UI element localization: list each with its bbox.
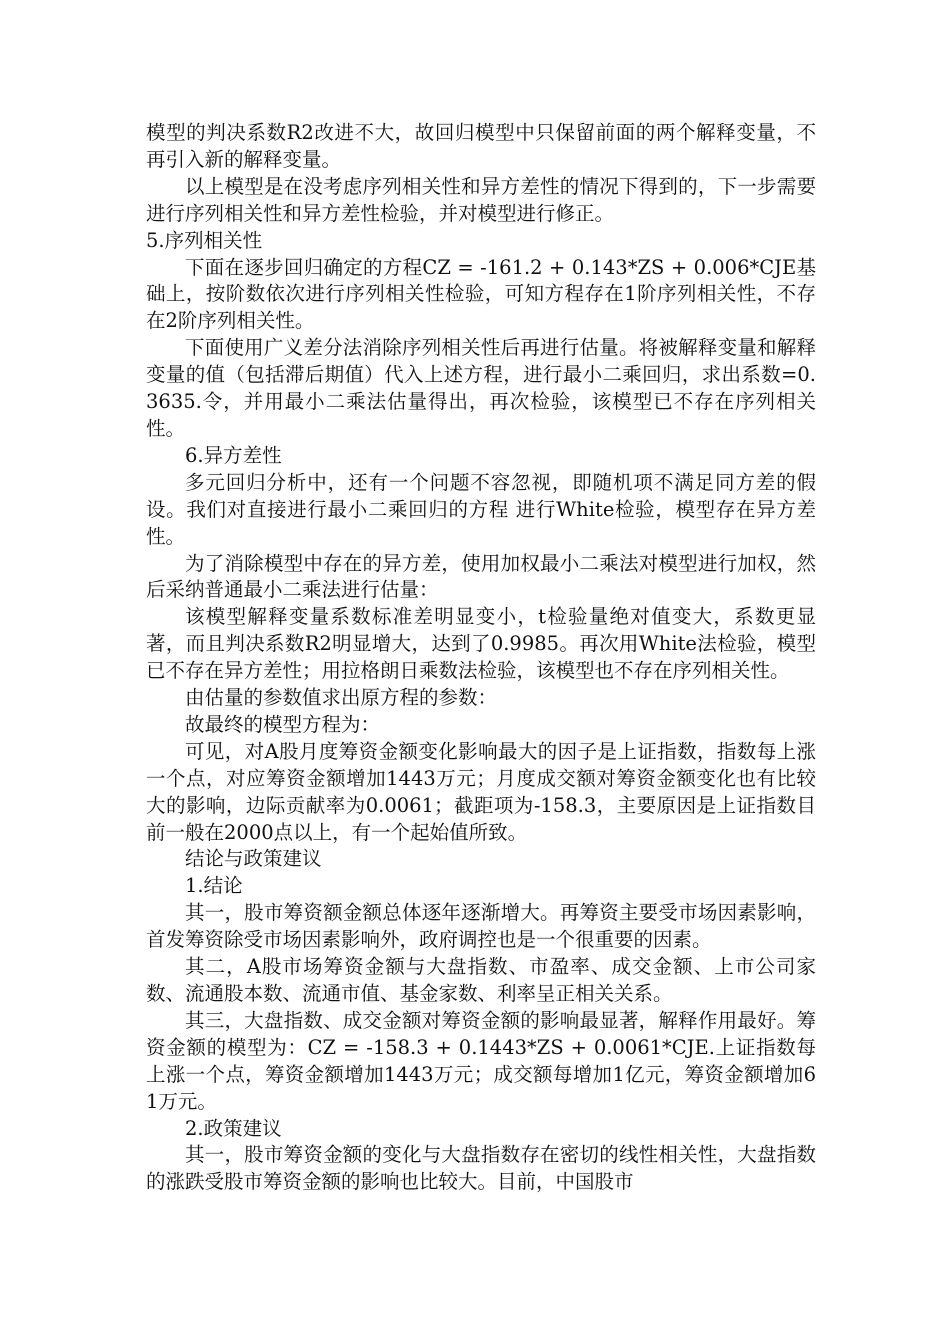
subsection-heading-policy: 2.政策建议 bbox=[185, 1116, 282, 1140]
document-page bbox=[146, 120, 816, 1196]
paragraph-final-model: 故最终的模型方程为： bbox=[185, 712, 381, 736]
paragraph-white-test: 多元回归分析中，还有一个问题不容忽视，即随机项不满足同方差的假设。我们对直接进行最小二乘回归的方程 进行White检验，模型存在异方差性。 bbox=[146, 470, 816, 548]
paragraph-model-next-step: 以上模型是在没考虑序列相关性和异方差性的情况下得到的，下一步需要进行序列相关性和异方差性检验，并对模型进行修正。 bbox=[146, 174, 816, 225]
paragraph-weighted-least-squares: 为了消除模型中存在的异方差，使用加权最小二乘法对模型进行加权，然后采纳普通最小二乘法进行估量： bbox=[146, 551, 816, 602]
paragraph-generalized-difference: 下面使用广义差分法消除序列相关性后再进行估量。将被解释变量和解释变量的值（包括滞后期值）代入上述方程，进行最小二乘回归，求出系数=0.3635.令，并用最小二乘法估量得出，再次检验，该模型已不存在序列相关性。 bbox=[146, 336, 816, 440]
paragraph-conclusion-three: 其三，大盘指数、成交金额对筹资金额的影响最显著，解释作用最好。筹资金额的模型为：CZ = -158.3 + 0.1443*ZS + 0.0061*CJE.上证指数每上涨一个点，筹资金额增加1443万元；成交额每增加1亿元，筹资金额增加61万元。 bbox=[146, 1008, 816, 1113]
paragraph-model-significance: 该模型解释变量系数标准差明显变小，t检验量绝对值变大，系数更显著，而且判决系数R2明显增大，达到了0.9985。再次用White法检验，模型已不存在异方差性；用拉格朗日乘数法检验，该模型也不存在序列相关性。 bbox=[146, 605, 816, 683]
paragraph-r2-conclusion: 模型的判决系数R2改进不大，故回归模型中只保留前面的两个解释变量，不再引入新的解释变量。 bbox=[146, 121, 816, 171]
paragraph-model-interpretation: 可见，对A股月度筹资金额变化影响最大的因子是上证指数，指数每上涨一个点，对应筹资金额增加1443万元；月度成交额对筹资金额变化也有比较大的影响，边际贡献率为0.0061；截距项为-158.3，主要原因是上证指数目前一般在2000点以上，有一个起始值所致。 bbox=[146, 739, 816, 844]
paragraph-conclusion-one: 其一，股市筹资额金额总体逐年逐渐增大。再筹资主要受市场因素影响，首发筹资除受市场因素影响外，政府调控也是一个很重要的因素。 bbox=[146, 901, 816, 952]
section-heading-conclusions-policy: 结论与政策建议 bbox=[185, 847, 322, 871]
subsection-heading-conclusion: 1.结论 bbox=[185, 874, 243, 898]
paragraph-serial-correlation-test: 下面在逐步回归确定的方程CZ = -161.2 + 0.143*ZS + 0.006*CJE基础上，按阶数依次进行序列相关性检验，可知方程存在1阶序列相关性，不存在2阶序列相关性。 bbox=[146, 255, 816, 333]
paragraph-conclusion-two: 其二，A股市场筹资金额与大盘指数、市盈率、成交金额、上市公司家数、流通股本数、流通市值、基金家数、利率呈正相关关系。 bbox=[146, 955, 816, 1005]
paragraph-parameter-derivation: 由估量的参数值求出原方程的参数： bbox=[185, 686, 498, 710]
section-heading-heteroskedasticity: 6.异方差性 bbox=[185, 443, 282, 467]
section-heading-serial-correlation: 5.序列相关性 bbox=[146, 228, 263, 252]
paragraph-policy-one: 其一，股市筹资金额的变化与大盘指数存在密切的线性相关性，大盘指数的涨跌受股市筹资金额的影响也比较大。目前，中国股市 bbox=[146, 1143, 816, 1194]
